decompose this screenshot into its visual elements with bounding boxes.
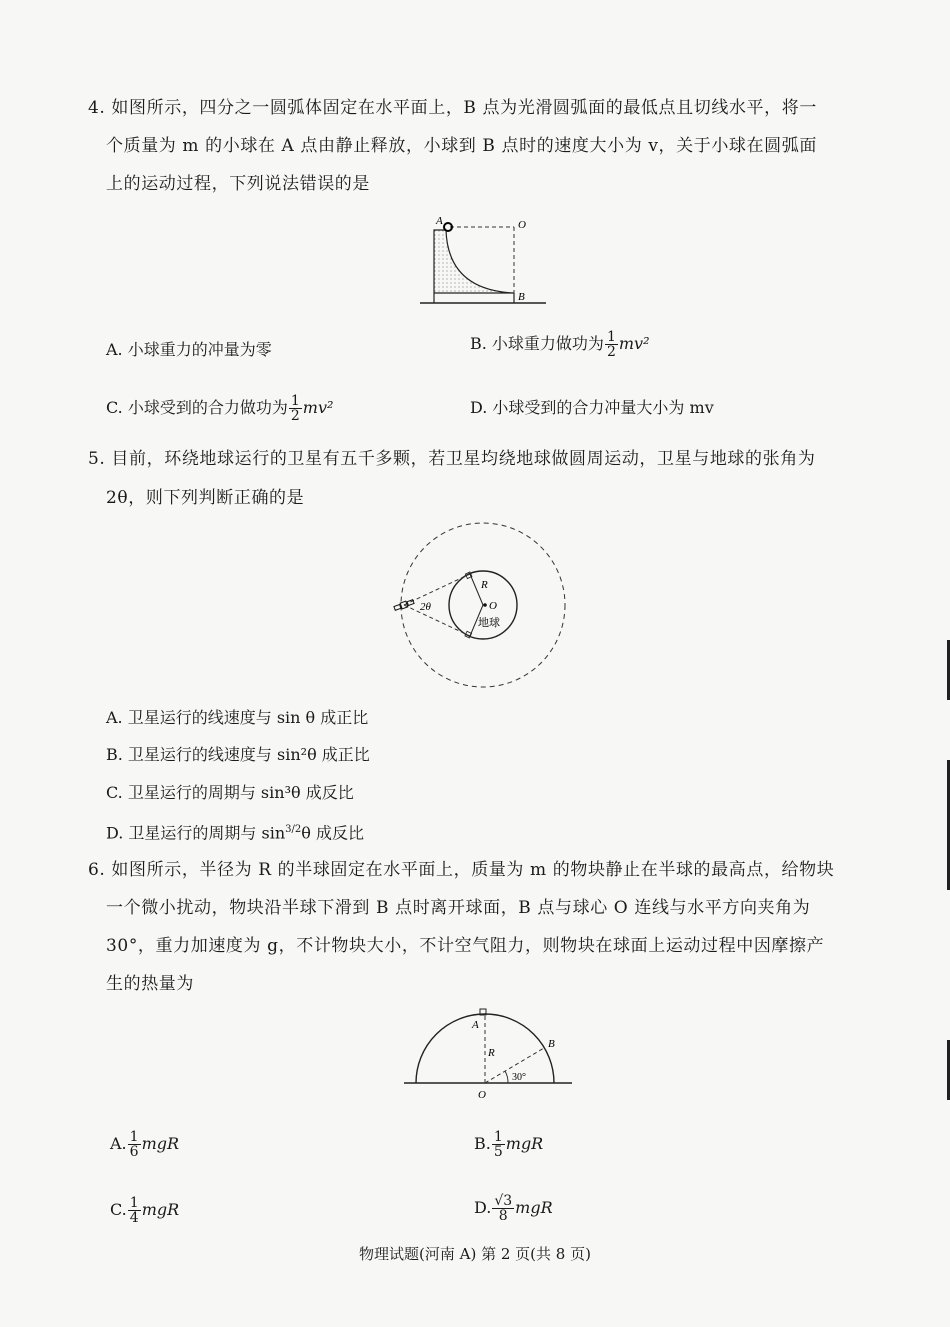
q6-option-b-fraction — [492, 1130, 505, 1159]
q5-tangent-upper — [404, 574, 470, 605]
q6-line1: 6. 如图所示，半径为 R 的半球固定在水平面上，质量为 m 的物块静止在半球的最高点，给物块 — [88, 860, 835, 880]
q5-label-R: R — [481, 579, 488, 591]
q6-label-A: A — [472, 1019, 479, 1031]
q5-line1: 5. 目前，环绕地球运行的卫星有五千多颗，若卫星均绕地球做圆周运动，卫星与地球的张角为 — [88, 449, 816, 469]
q5-option-d[interactable] — [106, 818, 364, 845]
q5-label-earth: 地球 — [478, 616, 500, 629]
frac-den: 6 — [129, 1144, 139, 1160]
q6-label-angle: 30° — [512, 1072, 526, 1083]
frac-num: 1 — [493, 1129, 503, 1145]
q5-option-d-sup: 3/2 — [285, 824, 302, 835]
frac-num: √3 — [494, 1193, 513, 1209]
q5-option-d-suffix: θ 成反比 — [301, 823, 364, 843]
q6-option-a-expr: mgR — [141, 1134, 180, 1153]
q6-option-b-expr: mgR — [505, 1134, 544, 1153]
q6-line3: 30°，重力加速度为 g，不计物块大小，不计空气阻力，则物块在球面上运动过程中因摩擦产 — [106, 936, 825, 956]
q5-option-c[interactable]: C. 卫星运行的周期与 sin³θ 成反比 — [106, 783, 354, 802]
q6-option-c[interactable] — [110, 1196, 179, 1225]
frac-den: 2 — [290, 408, 300, 424]
q6-option-d-expr: mgR — [515, 1198, 553, 1217]
q4-line3: 上的运动过程，下列说法错误的是 — [106, 174, 370, 194]
page-footer: 物理试题(河南 A) 第 2 页(共 8 页) — [359, 1245, 591, 1263]
q4-arc-body — [434, 230, 514, 293]
q6-option-c-expr: mgR — [141, 1200, 180, 1219]
frac-num: 1 — [290, 393, 300, 409]
q5-label-O: O — [489, 600, 497, 612]
q4-option-d[interactable]: D. 小球受到的合力冲量大小为 mv — [470, 398, 714, 417]
q4-option-b-text: B. 小球重力做功为 — [470, 334, 604, 353]
frac-den: 5 — [493, 1144, 503, 1160]
q6-label-O: O — [478, 1089, 486, 1101]
q4-figure — [418, 210, 548, 310]
q4-option-b-expr: mv² — [618, 334, 650, 353]
q4-label-A: A — [436, 215, 443, 227]
q6-option-d[interactable] — [474, 1194, 553, 1223]
q5-figure — [390, 520, 580, 695]
q6-line4: 生的热量为 — [106, 974, 194, 994]
q4-option-b-fraction — [605, 330, 618, 359]
q4-option-b[interactable] — [470, 330, 649, 359]
q5-tangent-lower — [404, 605, 470, 636]
q6-label-R: R — [488, 1047, 495, 1059]
frac-den: 2 — [606, 344, 616, 360]
q5-option-d-text: D. 卫星运行的周期与 sin — [106, 823, 286, 843]
q6-option-a[interactable] — [110, 1130, 179, 1159]
q6-figure — [398, 1004, 578, 1104]
q4-line1: 4. 如图所示，四分之一圆弧体固定在水平面上，B 点为光滑圆弧面的最低点且切线水平，将一 — [88, 98, 817, 118]
option-label: A. — [110, 1134, 127, 1153]
q4-option-c-expr: mv² — [302, 398, 334, 417]
q4-label-O: O — [518, 219, 526, 231]
q4-option-c-fraction — [289, 394, 302, 423]
q6-label-B: B — [548, 1038, 555, 1050]
q4-label-B: B — [518, 291, 525, 303]
q4-line2: 个质量为 m 的小球在 A 点由静止释放，小球到 B 点时的速度大小为 v，关于小球在圆弧面 — [106, 136, 817, 156]
frac-num: 1 — [129, 1129, 139, 1145]
q4-option-c[interactable] — [106, 394, 333, 423]
q6-option-c-fraction — [128, 1196, 141, 1225]
frac-num: 1 — [606, 329, 616, 345]
q5-line2: 2θ，则下列判断正确的是 — [106, 488, 305, 508]
option-label: B. — [474, 1134, 491, 1153]
q5-label-angle: 2θ — [420, 601, 431, 613]
q4-option-c-text: C. 小球受到的合力做功为 — [106, 398, 288, 417]
q6-option-b[interactable] — [474, 1130, 543, 1159]
q6-line2: 一个微小扰动，物块沿半球下滑到 B 点时离开球面，B 点与球心 O 连线与水平方向夹角为 — [106, 898, 811, 918]
frac-num: 1 — [129, 1195, 139, 1211]
frac-den: 4 — [129, 1210, 139, 1226]
q4-option-a[interactable]: A. 小球重力的冲量为零 — [106, 340, 272, 359]
q5-option-b[interactable]: B. 卫星运行的线速度与 sin²θ 成正比 — [106, 745, 370, 764]
frac-den: 8 — [498, 1208, 508, 1224]
option-label: D. — [474, 1198, 492, 1217]
q5-option-a[interactable]: A. 卫星运行的线速度与 sin θ 成正比 — [106, 708, 369, 727]
q6-option-a-fraction — [128, 1130, 141, 1159]
option-label: C. — [110, 1200, 127, 1219]
q6-option-d-fraction — [492, 1194, 514, 1223]
